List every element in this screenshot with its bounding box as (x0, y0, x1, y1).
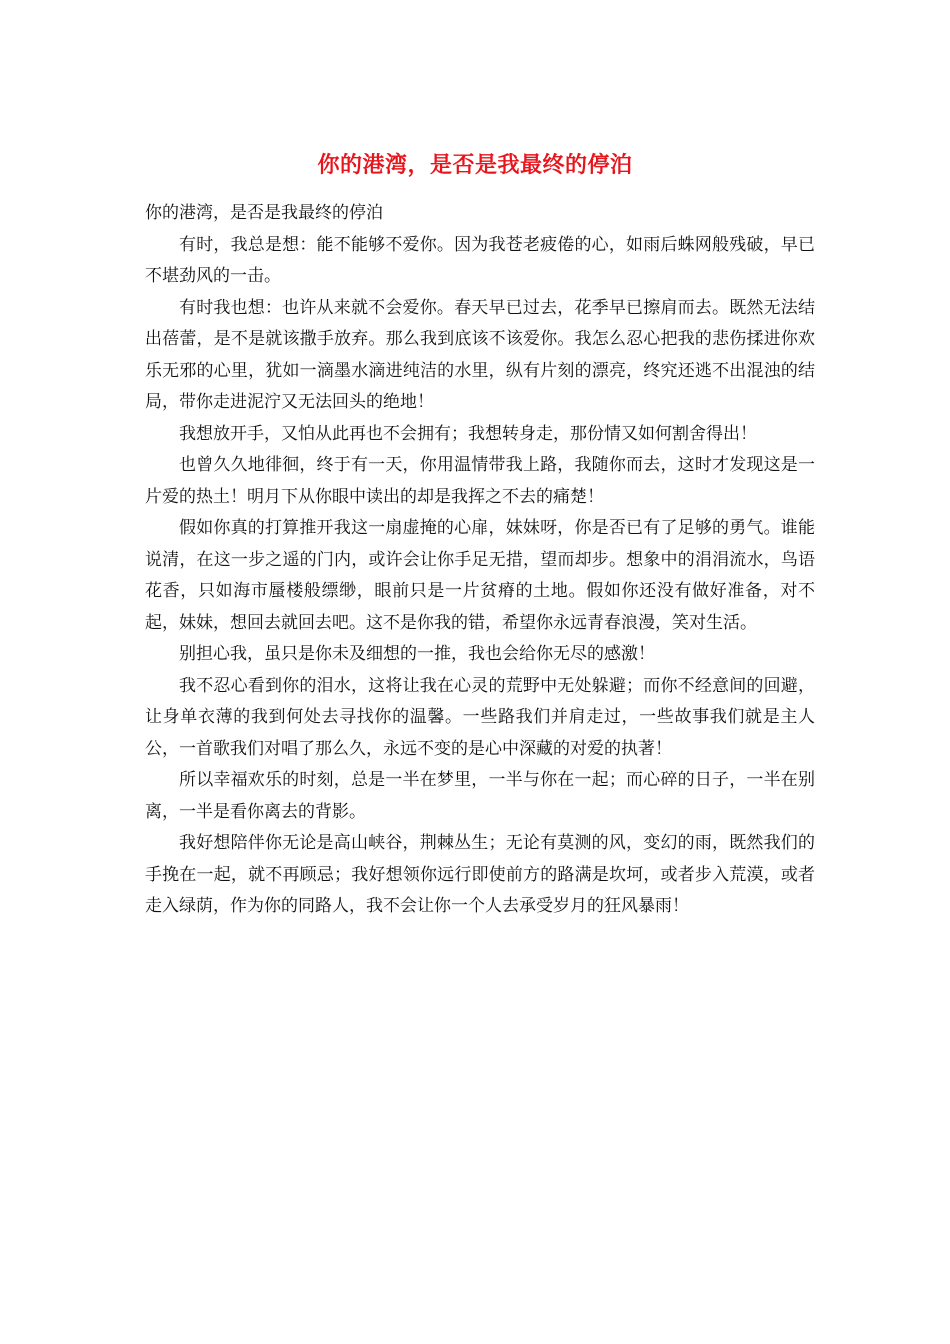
paragraph: 我想放开手，又怕从此再也不会拥有；我想转身走，那份情又如何割舍得出！ (179, 423, 757, 444)
document-body (145, 198, 815, 923)
paragraph: 有时，我总是想：能不能够不爱你。因为我苍老疲倦的心，如雨后蛛网般残破，早已不堪劲风的一击。 (145, 234, 815, 286)
paragraph: 所以幸福欢乐的时刻，总是一半在梦里，一半与你在一起；而心碎的日子，一半在别离，一半是看你离去的背影。 (145, 770, 815, 822)
paragraph: 我不忍心看到你的泪水，这将让我在心灵的荒野中无处躲避；而你不经意间的回避，让身单衣薄的我到何处去寻找你的温馨。一些路我们并肩走过，一些故事我们就是主人公，一首歌我们对唱了那么久，永远不变的是心中深藏的对爱的执著！ (145, 675, 815, 759)
paragraph: 别担心我，虽只是你未及细想的一推，我也会给你无尽的感激！ (179, 644, 655, 664)
document-subtitle: 你的港湾，是否是我最终的停泊 (145, 203, 383, 223)
paragraph: 假如你真的打算推开我这一扇虚掩的心扉，妹妹呀，你是否已有了足够的勇气。谁能说清，在这一步之遥的门内，或许会让你手足无措，望而却步。想象中的涓涓流水，鸟语花香，只如海市蜃楼般缥缈，眼前只是一片贫瘠的土地。假如你还没有做好准备，对不起，妹妹，想回去就回去吧。这不是你我的错，希望你永远青春浪漫，笑对生活。 (145, 518, 815, 633)
document-title: 你的港湾，是否是我最终的停泊 (317, 152, 633, 178)
paragraph: 有时我也想：也许从来就不会爱你。春天早已过去，花季早已擦肩而去。既然无法结出蓓蕾，是不是就该撒手放弃。那么我到底该不该爱你。我怎么忍心把我的悲伤揉进你欢乐无邪的心里，犹如一滴墨水滴进纯洁的水里，纵有片刻的漂亮，终究还逃不出混浊的结局，带你走进泥泞又无法回头的绝地！ (145, 297, 815, 412)
paragraph: 也曾久久地徘徊，终于有一天，你用温情带我上路，我随你而去，这时才发现这是一片爱的热土！明月下从你眼中读出的却是我挥之不去的痛楚！ (145, 455, 815, 507)
paragraph: 我好想陪伴你无论是高山峡谷，荆棘丛生；无论有莫测的风，变幻的雨，既然我们的手挽在一起，就不再顾忌；我好想领你远行即使前方的路满是坎坷，或者步入荒漠，或者走入绿荫，作为你的同路人，我不会让你一个人去承受岁月的狂风暴雨！ (145, 833, 815, 916)
